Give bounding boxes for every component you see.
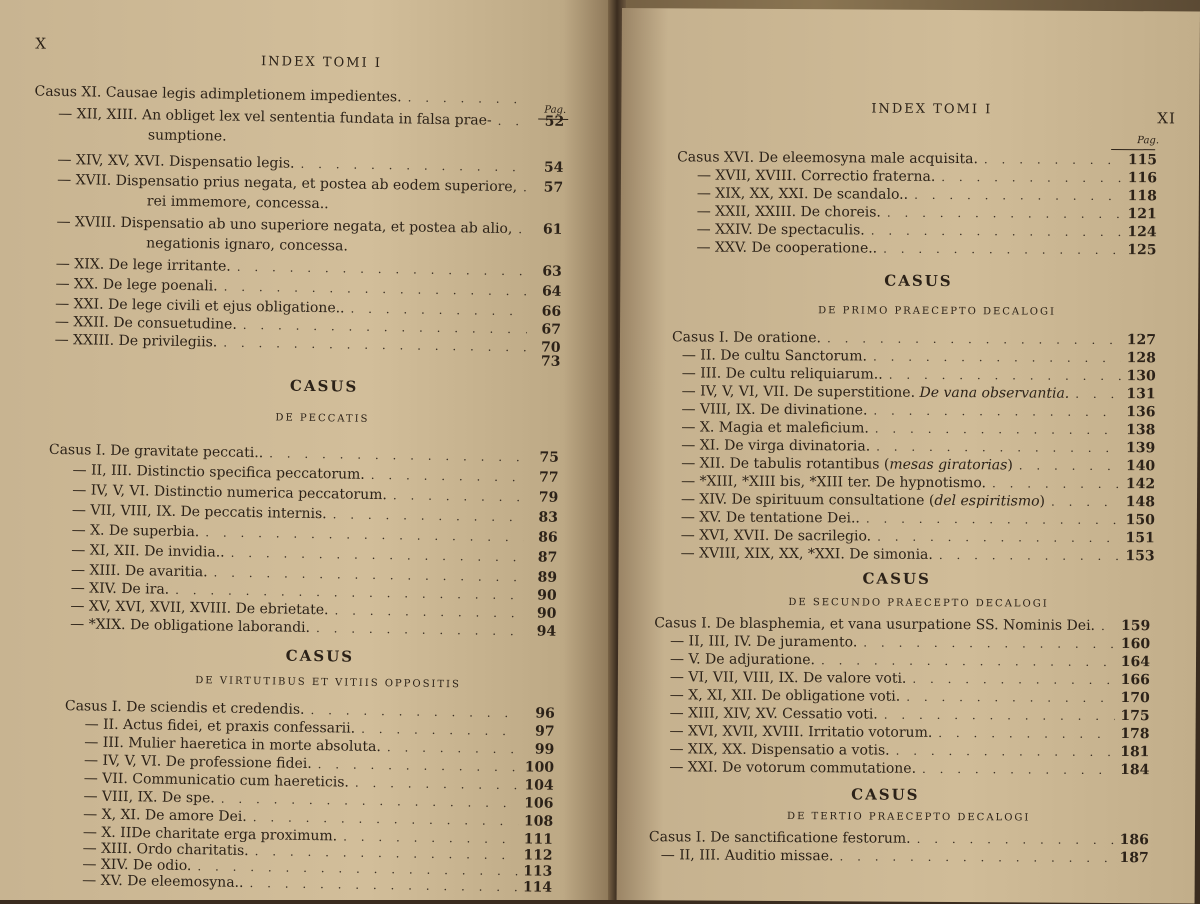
index-entry: — IV, V, VI. De professione fidei. . . . 100 <box>84 751 554 776</box>
index-entry: Casus I. De oratione. . . . 127 <box>672 328 1156 349</box>
index-entry: — IV, V, VI. Distinctio numerica peccatorum. . . . 79 <box>72 481 558 507</box>
index-entry: Casus XVI. De eleemosyna male acquisita. . . . 115 <box>677 148 1157 169</box>
index-entry: — XXI. De votorum commutatione. . . . 184 <box>669 758 1149 779</box>
index-entry: — XXI. De lege civili et ejus obligatione.. . . . 66 <box>55 295 561 321</box>
index-entry: — *XIX. De obligatione laborandi. . . . 94 <box>70 615 556 641</box>
section-title: CASUS <box>884 271 953 291</box>
index-entry: — XIV. De ira. . . . 90 <box>71 579 557 605</box>
section-title: CASUS <box>862 569 931 588</box>
index-entry: — XII, XIII. An obliget lex vel sententia fundata in falsa prae- . . . 52 <box>58 105 564 131</box>
index-entry: — XIX, XX, XXI. De scandalo.. . . . 118 <box>697 184 1157 205</box>
index-entry: Casus I. De sciendis et credendis. . . . 96 <box>65 697 555 723</box>
index-entry: — II, III, IV. De juramento. . . . 160 <box>670 632 1150 653</box>
index-entry: Casus I. De blasphemia, et vana usurpatione SS. Nominis Dei. . . . 159 <box>654 614 1150 635</box>
index-entry: — XIV. De spirituum consultatione (del espiritismo) . . . 148 <box>681 490 1155 511</box>
index-entry: — II. Actus fidei, et praxis confessarii. . . . 97 <box>84 715 554 740</box>
section-subtitle: DE TERTIO PRAECEPTO DECALOGI <box>787 811 1031 824</box>
index-entry: — XV, XVI, XVII, XVIII. De ebrietate. . . . 90 <box>70 597 556 623</box>
right-page-header: INDEX TOMI I <box>871 101 993 118</box>
section-title: CASUS <box>285 646 355 666</box>
index-entry: — XIX, XX. Dispensatio a votis. . . . 181 <box>669 740 1149 761</box>
index-entry: — IV, V, VI, VII. De superstitione. De vana observantia. . . . 131 <box>682 382 1156 403</box>
index-entry: — XV. De tentatione Dei.. . . . 150 <box>681 508 1155 529</box>
index-entry: — XVIII, XIX, XX, *XXI. De simonia. . . . 153 <box>681 544 1155 565</box>
left-pag-label: Pag. <box>544 104 567 116</box>
index-entry: — X. Magia et maleficium. . . . 138 <box>681 418 1155 439</box>
index-entry: — VII, VIII, IX. De peccatis internis. . . . 83 <box>72 501 558 527</box>
index-entry: — XVI, XVII. De sacrilegio. . . . 151 <box>681 526 1155 547</box>
index-entry: — XX. De lege poenali. . . . 64 <box>55 275 561 301</box>
section-subtitle: DE PRIMO PRAECEPTO DECALOGI <box>818 305 1056 318</box>
index-entry: — XXII, XXIII. De choreis. . . . 121 <box>697 202 1157 223</box>
index-entry: — XXV. De cooperatione.. . . . 125 <box>696 238 1156 259</box>
index-entry: — XIII. De avaritia. . . . 89 <box>71 561 557 587</box>
index-entry: — XIV. De odio. . . . 113 <box>82 855 552 880</box>
index-entry: — *XIII, *XIII bis, *XIII ter. De hypnotismo. . . . 142 <box>681 472 1155 493</box>
index-entry: — XXII. De consuetudine. . . . 67 <box>55 313 561 339</box>
index-entry: — XII. De tabulis rotantibus (mesas giratorias) . . . 140 <box>681 454 1155 475</box>
index-entry: Casus I. De sanctificatione festorum. . . . 186 <box>649 828 1149 849</box>
index-entry: Casus I. De gravitate peccati.. . . . 75 <box>49 441 559 467</box>
right-page <box>617 8 1200 904</box>
index-entry-continuation: sumptione. <box>147 127 227 145</box>
index-entry: — XXIII. De privilegiis. . . . 70 <box>55 331 561 357</box>
index-entry: — XVIII. Dispensatio ab uno superiore negata, et postea ab alio, . . . 61 <box>56 213 562 239</box>
index-entry: — X, XI, XII. De obligatione voti. . . . 170 <box>670 686 1150 707</box>
section-subtitle: DE PECCATIS <box>275 412 370 425</box>
index-entry: — XXIV. De spectaculis. . . . 124 <box>697 220 1157 241</box>
index-entry: — X, XI. De amore Dei. . . . 108 <box>83 805 553 830</box>
index-entry: — V. De adjuratione. . . . 164 <box>670 650 1150 671</box>
index-entry: — XI. De virga divinatoria. . . . 139 <box>681 436 1155 457</box>
index-entry: — VII. Communicatio cum haereticis. . . . 104 <box>84 769 554 794</box>
index-entry: — II. De cultu Sanctorum. . . . 128 <box>682 346 1156 367</box>
section-subtitle: DE SECUNDO PRAECEPTO DECALOGI <box>788 597 1049 610</box>
index-entry: — XIX. De lege irritante. . . . 63 <box>56 255 562 281</box>
index-entry: — VIII, IX. De divinatione. . . . 136 <box>681 400 1155 421</box>
index-entry: — XIII. Ordo charitatis. . . . 112 <box>83 839 553 864</box>
index-entry: — XV. De eleemosyna.. . . . 114 <box>82 871 552 896</box>
index-entry-continuation: rei immemore, concessa.. <box>146 193 329 213</box>
left-page-number: X <box>35 34 48 53</box>
index-entry: — II, III. Auditio missae. . . . 187 <box>661 846 1149 867</box>
index-entry: — III. Mulier haeretica in morte absoluta. . . . 99 <box>84 733 554 758</box>
index-entry: — XVI, XVII, XVIII. Irritatio votorum. . . . 178 <box>670 722 1150 743</box>
section-title: CASUS <box>289 376 359 396</box>
index-entry: — III. De cultu reliquiarum.. . . . 130 <box>682 364 1156 385</box>
index-entry: Casus XI. Causae legis adimpletionem impedientes. . . . <box>34 83 564 109</box>
index-entry: — VI, VII, VIII, IX. De valore voti. . . . 166 <box>670 668 1150 689</box>
index-entry-page-only: 73 <box>540 353 561 370</box>
index-entry: — VIII, IX. De spe. . . . 106 <box>83 787 553 812</box>
index-entry: — X. De superbia. . . . 86 <box>72 521 558 547</box>
index-entry: — XI, XII. De invidia.. . . . 87 <box>71 541 557 567</box>
index-entry: — XIII, XIV, XV. Cessatio voti. . . . 175 <box>670 704 1150 725</box>
index-entry: — XVII, XVIII. Correctio fraterna. . . . 116 <box>697 166 1157 187</box>
index-entry: — XVII. Dispensatio prius negata, et postea ab eodem superiore, . . . 57 <box>57 171 563 197</box>
left-page-header: INDEX TOMI I <box>260 54 383 72</box>
right-page-number: XI <box>1157 109 1177 128</box>
section-title: CASUS <box>851 785 920 804</box>
right-pag-label: Pag. <box>1137 135 1160 147</box>
index-entry-continuation: negationis ignaro, concessa. <box>146 235 348 255</box>
index-entry: — XIV, XV, XVI. Dispensatio legis. . . . 54 <box>57 151 563 177</box>
index-entry: — II, III. Distinctio specifica peccatorum. . . . 77 <box>72 461 558 487</box>
section-subtitle: DE VIRTUTIBUS ET VITIIS OPPOSITIS <box>195 675 461 691</box>
index-entry: — X. IIDe charitate erga proximum. . . . 111 <box>83 823 553 848</box>
